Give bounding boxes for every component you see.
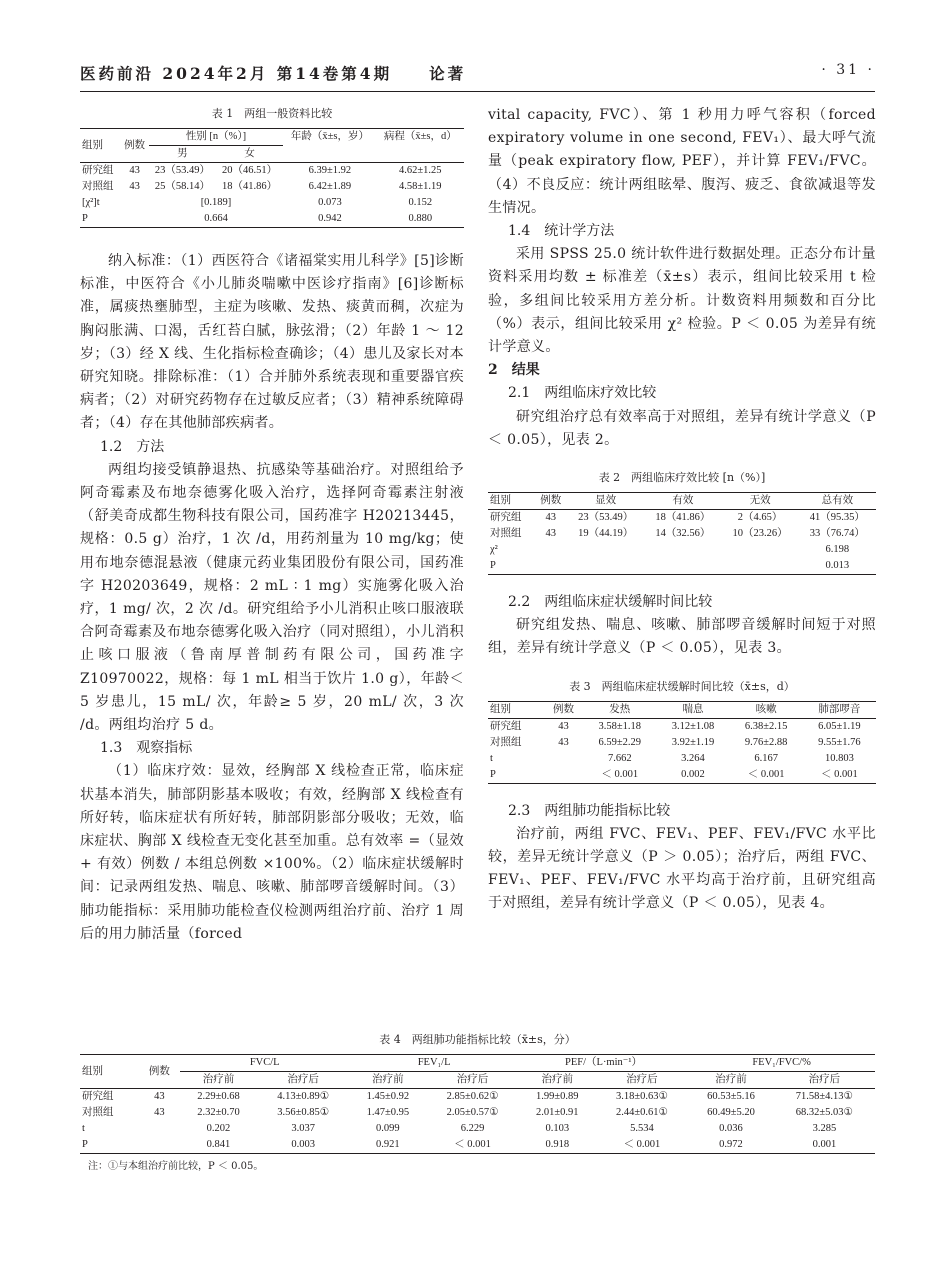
table4-h-before: 治疗前: [715, 1074, 747, 1085]
table2-header: 无效: [749, 495, 771, 507]
cell: 3.285: [812, 1123, 837, 1134]
table-row: [488, 542, 876, 558]
cell: 43: [129, 165, 140, 176]
cell: t: [82, 1123, 85, 1134]
result-2-3-paragraph: 治疗前，两组 FVC、FEV₁、PEF、FEV₁/FVC 水平比较，差异无统计学意义（P ＞ 0.05）；治疗后，两组 FVC、FEV₁、PEF、FEV₁/FVC 水平均高于治疗前，且研究组高于对照组，差异有统计学意义（P ＜ 0.05），见表 4。: [488, 825, 876, 912]
cell: 0.073: [318, 197, 342, 208]
cell: 0.921: [376, 1139, 400, 1150]
section-1-2-heading: 1.2 方法: [100, 438, 165, 455]
table2-header: 组别: [490, 495, 511, 507]
cell: [χ²]t: [82, 197, 100, 208]
continued-paragraph: vital capacity, FVC）、第 1 秒用力呼气容积（forced expiratory volume in one second, FEV₁）、最大呼气流量（peak expiratory flow, PEF），并计算 FEV₁/FVC。（4）不良反应：统计两组眩晕、腹泻、疲乏、食欲减退等发生情况。: [488, 107, 876, 216]
table4-h-n: 例数: [148, 1065, 170, 1077]
table1-h-n: 例数: [124, 139, 146, 151]
section-1-4-heading: 1.4 统计学方法: [508, 223, 615, 240]
section-1-3-heading: 1.3 观察指标: [100, 740, 193, 757]
cell: 1.47±0.95: [366, 1107, 410, 1118]
table4-h-fvc: FVC/L: [180, 1055, 349, 1072]
cell: 14（32.56）: [655, 528, 711, 540]
cell: 4.58±1.19: [399, 181, 442, 192]
table1-h-male: 男: [177, 148, 188, 159]
table-row: [80, 1089, 875, 1106]
cell: 7.662: [607, 752, 632, 764]
cell: 23（53.49）: [154, 165, 210, 176]
table4-h-pef: PEF/（L·min⁻¹）: [519, 1055, 688, 1072]
cell: 2（4.65）: [737, 512, 783, 524]
cell: 3.92±1.19: [671, 736, 715, 748]
table3-header: 咳嗽: [755, 703, 777, 715]
table-row: [488, 718, 876, 735]
journal-title: 医药前沿 2024年2月 第14卷第4期 论著: [80, 64, 467, 83]
table4-h-fev1: FEV₁/L: [349, 1055, 518, 1072]
table4-h-after: 治疗后: [287, 1074, 319, 1085]
cell: 23（53.49）: [578, 512, 634, 524]
cell: 19（44.19）: [578, 528, 634, 540]
cell: 4.13±0.89①: [277, 1091, 330, 1102]
cell: 43: [154, 1107, 165, 1118]
result-2-2-paragraph: 研究组发热、喘息、咳嗽、肺部啰音缓解时间短于对照组，差异有统计学意义（P ＜ 0.05），见表 3。: [488, 617, 876, 657]
cell: 3.264: [681, 752, 705, 764]
cell: 研究组: [82, 165, 114, 176]
cell: ＜ 0.001: [454, 1139, 491, 1150]
cell: ＜ 0.001: [747, 768, 785, 780]
cell: 6.59±2.29: [598, 736, 642, 748]
cell: ＜ 0.001: [601, 768, 639, 780]
cell: 对照组: [82, 181, 114, 192]
cell: 研究组: [490, 512, 522, 524]
table1-caption: 表 1 两组一般资料比较: [211, 107, 333, 120]
table3-header: 喘息: [682, 703, 704, 715]
cell: 3.56±0.85①: [277, 1107, 330, 1118]
cell: 研究组: [490, 720, 522, 732]
cell: 60.49±5.20: [707, 1107, 755, 1118]
table4-h-ratio: FEV₁/FVC/%: [688, 1055, 875, 1072]
cell: 6.167: [754, 752, 778, 764]
cell: P: [490, 560, 496, 572]
cell: 2.05±0.57①: [446, 1107, 499, 1118]
cell: 6.05±1.19: [818, 720, 861, 732]
section-2-heading: 2 结果: [488, 362, 540, 379]
cell: 60.53±5.16: [707, 1091, 755, 1102]
cell: 3.037: [291, 1123, 315, 1134]
table-row: [488, 751, 876, 767]
cell: 6.42±1.89: [308, 181, 352, 192]
cell: 0.013: [825, 560, 850, 572]
cell: 对照组: [490, 528, 522, 540]
section-2-1-heading: 2.1 两组临床疗效比较: [508, 385, 657, 402]
cell: 0.152: [408, 197, 433, 208]
cell: 10.803: [824, 752, 854, 764]
table4-h-before: 治疗前: [372, 1074, 404, 1085]
cell: 0.972: [719, 1139, 743, 1150]
table2: [488, 492, 876, 575]
table-row: [80, 211, 464, 228]
cell: 41（95.35）: [809, 512, 865, 524]
method-paragraph: 两组均接受镇静退热、抗感染等基础治疗。对照组给予阿奇霉素及布地奈德雾化吸入治疗，选择阿奇霉素注射液（舒美奇成都生物科技有限公司，国药准字 H20213445，规格：0.5 g）治疗，1 次 /d，用药剂量为 10 mg/kg；使用布地奈德混悬液（健康元药业集团股份有限公司，国药准字 H20203649，规格：2 mL ∶ 1 mg）实施雾化吸入治疗，1 mg/ 次，2 次 /d。研究组给予小儿消积止咳口服液联合阿奇霉素及布地奈德雾化吸入治疗（同对照组），小儿消积止咳口服液（鲁南厚普制药有限公司，国药准字 Z10970022，规格：每 1 mL 相当于饮片 1.0 g），年龄＜ 5 岁患儿，15 mL/ 次，年龄≥ 5 岁，20 mL/ 次，3 次 /d。两组均治疗 5 d。: [80, 461, 464, 734]
table-row: [488, 558, 876, 575]
cell: 0.664: [204, 213, 228, 224]
cell: 20（46.51）: [222, 165, 278, 176]
cell: 43: [558, 720, 569, 732]
table1-h-female: 女: [244, 148, 255, 159]
table2-header: 显效: [595, 495, 617, 507]
table3-header: 发热: [609, 703, 631, 715]
cell: P: [490, 768, 496, 780]
table3-header: 例数: [553, 703, 575, 715]
cell: P: [82, 1139, 88, 1150]
table4: [80, 1054, 875, 1154]
table-row: [80, 195, 464, 211]
cell: 3.12±1.08: [671, 720, 715, 732]
cell: 43: [129, 181, 140, 192]
table3-header: 组别: [490, 703, 511, 715]
cell: 2.44±0.61①: [615, 1107, 668, 1118]
cell: 1.45±0.92: [366, 1091, 410, 1102]
section-2-2-heading: 2.2 两组临床症状缓解时间比较: [508, 594, 713, 611]
cell: 18（41.86）: [655, 512, 711, 524]
cell: 2.85±0.62①: [446, 1091, 499, 1102]
cell: [0.189]: [200, 197, 232, 208]
cell: 43: [558, 736, 569, 748]
section-2-3-heading: 2.3 两组肺功能指标比较: [508, 802, 671, 819]
cell: 0.880: [408, 213, 433, 224]
table-row: [80, 163, 464, 180]
table-row: [488, 767, 876, 784]
table4-caption: 表 4 两组肺功能指标比较（x̄±s，分）: [379, 1033, 576, 1046]
cell: 0.002: [681, 768, 705, 780]
table3-caption: 表 3 两组临床症状缓解时间比较（x̄±s，d）: [569, 679, 795, 693]
page-header: [80, 62, 875, 88]
cell: 0.942: [318, 213, 342, 224]
cell: 1.99±0.89: [535, 1091, 579, 1102]
cell: ＜ 0.001: [623, 1139, 661, 1150]
cell: 0.036: [719, 1123, 743, 1134]
cell: 0.103: [545, 1123, 570, 1134]
right-column: [488, 104, 876, 916]
cell: 对照组: [490, 736, 522, 748]
table-row: [488, 735, 876, 751]
table4-note: 注：①与本组治疗前比较，P ＜ 0.05。: [88, 1161, 264, 1172]
cell: 9.55±1.76: [818, 736, 861, 748]
left-column: [80, 104, 464, 946]
cell: 0.099: [376, 1123, 400, 1134]
table-row: [80, 1121, 875, 1137]
table3-header: 肺部啰音: [818, 703, 861, 715]
cell: 0.003: [291, 1139, 315, 1150]
table2-header: 有效: [672, 495, 694, 507]
result-2-1-paragraph: 研究组治疗总有效率高于对照组，差异有统计学意义（P ＜ 0.05），见表 2。: [488, 408, 876, 448]
cell: 25（58.14）: [154, 181, 210, 192]
cell: ＜ 0.001: [821, 768, 858, 780]
table4-block: [80, 1030, 875, 1174]
cell: P: [82, 213, 88, 224]
inclusion-paragraph: 纳入标准：（1）西医符合《诸福棠实用儿科学》[5]诊断标准，中医符合《小儿肺炎喘嗽中医诊疗指南》[6]诊断标准，属痰热壅肺型，主症为咳嗽、发热、痰黄而稠，次症为胸闷胀满、口渴，舌红苔白腻，脉弦滑；（2）年龄 1 ～ 12 岁；（3）经 X 线、生化指标检查确诊；（4）患儿及家长对本研究知晓。排除标准：（1）合并肺外系统表现和重要器官疾病者；（2）对研究药物存在过敏反应者；（3）精神系统障碍者；（4）存在其他肺部疾病者。: [80, 253, 464, 432]
table-row: [80, 1137, 875, 1154]
cell: 3.58±1.18: [598, 720, 642, 732]
table4-h-after: 治疗后: [626, 1074, 658, 1085]
cell: 6.198: [825, 544, 850, 556]
cell: 43: [545, 512, 556, 524]
table2-header: 例数: [540, 495, 562, 507]
table4-h-before: 治疗前: [202, 1074, 235, 1085]
cell: 3.18±0.63①: [615, 1091, 668, 1102]
cell: 0.202: [206, 1123, 231, 1134]
table1-h-group: 组别: [82, 139, 103, 151]
table4-h-before: 治疗前: [541, 1074, 573, 1085]
observation-paragraph: （1）临床疗效：显效，经胸部 X 线检查正常，临床症状基本消失，肺部阴影基本吸收；有效，经胸部 X 线检查有所好转，临床症状有所好转，肺部阴影部分吸收；无效，临床症状、胸部 X 线检查无变化甚至加重。总有效率 =（显效 + 有效）例数 / 本组总例数 ×100%。（2）临床症状缓解时间：记录两组发热、喘息、咳嗽、肺部啰音缓解时间。（3）肺功能指标：采用肺功能检查仪检测两组治疗前、治疗 1 周后的用力肺活量（forced: [80, 763, 464, 942]
cell: t: [490, 752, 493, 764]
cell: 43: [154, 1091, 165, 1102]
cell: χ²: [490, 544, 498, 556]
table1-h-sex: 性别 [n（%）]: [149, 129, 283, 146]
stat-paragraph: 采用 SPSS 25.0 统计软件进行数据处理。正态分布计量资料采用均数 ± 标准差（x̄±s）表示，组间比较采用 t 检验，多组间比较采用方差分析。计数资料用频数和百分比（%）表示，组间比较采用 χ² 检验。P ＜ 0.05 为差异有统计学意义。: [488, 246, 876, 356]
cell: 5.534: [630, 1123, 654, 1134]
cell: 71.58±4.13①: [795, 1091, 853, 1102]
header-rule: [80, 91, 875, 92]
cell: 9.76±2.88: [744, 736, 788, 748]
table1: [80, 128, 464, 228]
cell: 0.918: [545, 1139, 570, 1150]
cell: 6.38±2.15: [744, 720, 788, 732]
cell: 2.01±0.91: [535, 1107, 579, 1118]
table-row: [488, 526, 876, 542]
cell: 对照组: [82, 1107, 114, 1118]
cell: 68.32±5.03①: [795, 1107, 853, 1118]
cell: 33（76.74）: [809, 528, 865, 540]
table2-caption: 表 2 两组临床疗效比较 [n（%）]: [598, 471, 766, 485]
cell: 0.001: [812, 1139, 837, 1150]
cell: 18（41.86）: [222, 181, 278, 192]
cell: 6.39±1.92: [308, 165, 352, 176]
cell: 4.62±1.25: [399, 165, 442, 176]
table-row: [488, 510, 876, 527]
table3: [488, 701, 876, 784]
table1-h-age: 年龄（x̄±s，岁）: [290, 131, 369, 143]
cell: 0.841: [206, 1139, 231, 1150]
table4-h-group: 组别: [82, 1065, 103, 1077]
cell: 43: [545, 528, 556, 540]
table-row: [80, 1105, 875, 1121]
cell: 2.32±0.70: [197, 1107, 240, 1118]
page-number: · 31 ·: [821, 62, 875, 78]
table1-h-course: 病程（x̄±s，d）: [383, 131, 457, 143]
table4-h-after: 治疗后: [456, 1074, 489, 1085]
table2-header: 总有效: [821, 495, 854, 507]
cell: 10（23.26）: [732, 528, 788, 540]
cell: 研究组: [82, 1091, 114, 1102]
table-row: [80, 179, 464, 195]
table4-h-after: 治疗后: [808, 1074, 841, 1085]
cell: 6.229: [460, 1123, 485, 1134]
cell: 2.29±0.68: [197, 1091, 240, 1102]
